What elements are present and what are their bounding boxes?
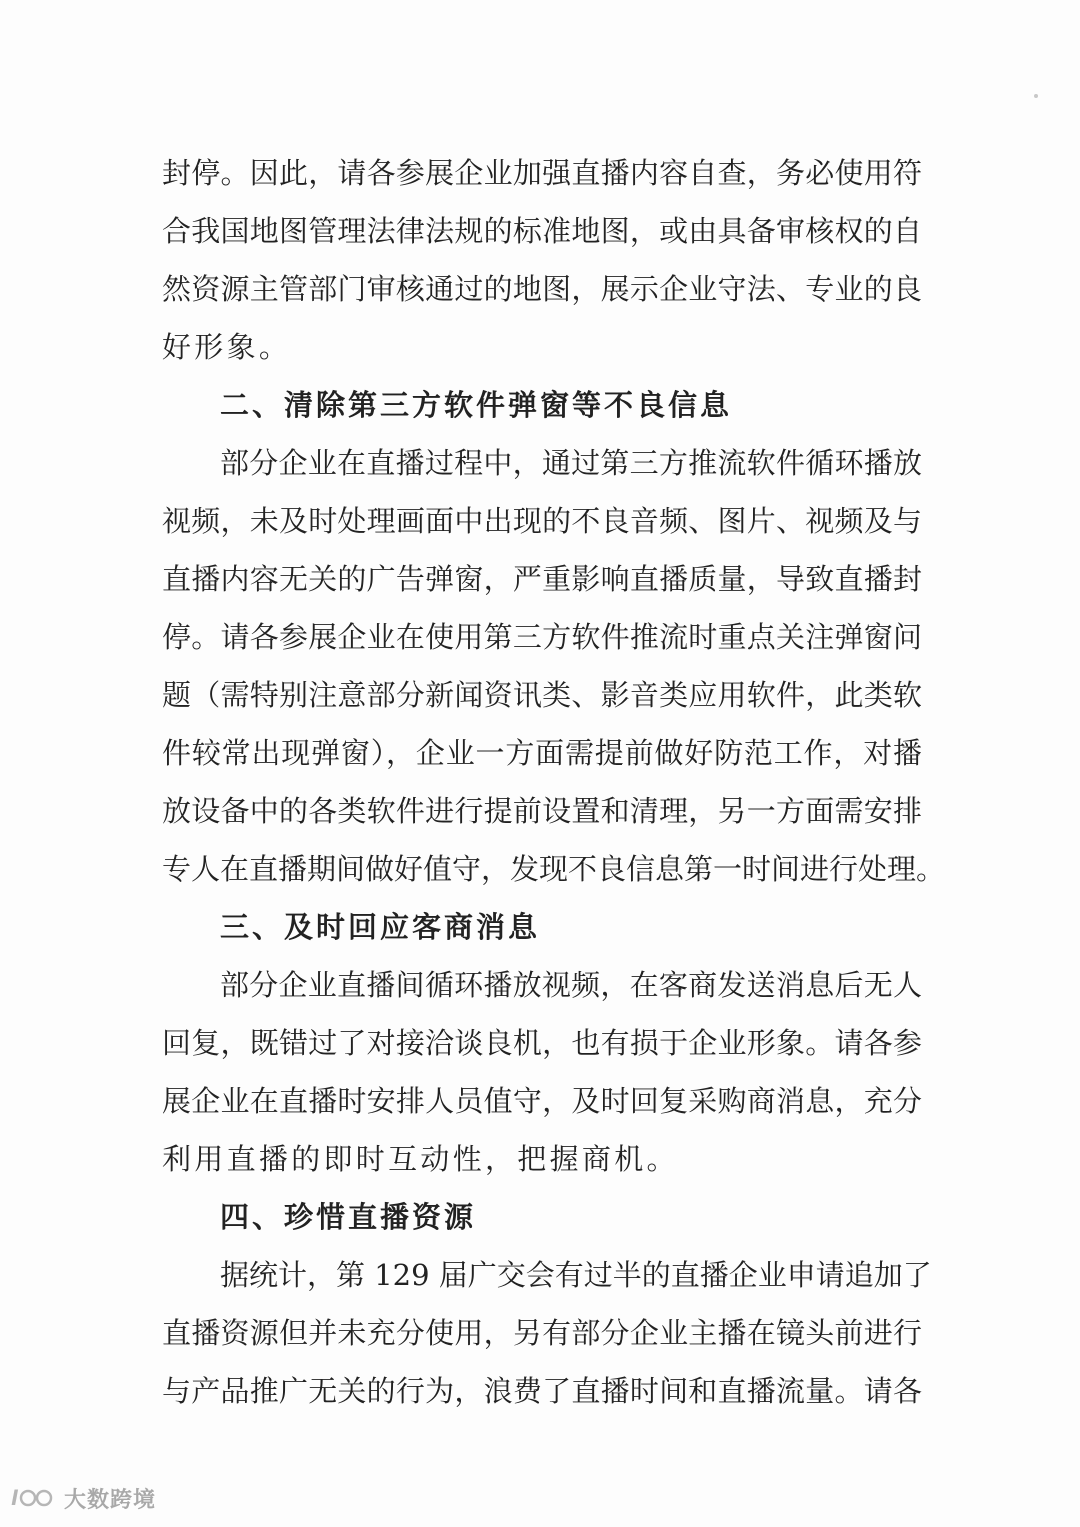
paragraph-line: 放设备中的各类软件进行提前设置和清理，另一方面需安排 (162, 794, 922, 828)
watermark-text: 大数跨境 (64, 1487, 157, 1513)
paragraph-line: 封停。因此，请各参展企业加强直播内容自查，务必使用符 (162, 156, 922, 190)
document-body (162, 144, 946, 1420)
paragraph-last-line: 利用直播的即时互动性，把握商机。 (162, 1142, 679, 1176)
paragraph-line: 回复，既错过了对接洽谈良机，也有损于企业形象。请各参 (162, 1026, 922, 1060)
section-heading: 四、珍惜直播资源 (220, 1200, 477, 1234)
paragraph-line: 专人在直播期间做好值守，发现不良信息第一时间进行处理。 (162, 852, 946, 886)
brand-logo-icon (10, 1483, 58, 1513)
paragraph-first-line: 部分企业直播间循环播放视频，在客商发送消息后无人 (220, 968, 922, 1002)
paragraph-line: 直播资源但并未充分使用，另有部分企业主播在镜头前进行 (162, 1316, 922, 1350)
section-heading: 二、清除第三方软件弹窗等不良信息 (220, 388, 733, 422)
paragraph-line: 与产品推广无关的行为，浪费了直播时间和直播流量。请各 (162, 1374, 922, 1408)
paragraph-line: 题（需特别注意部分新闻资讯类、影音类应用软件，此类软 (162, 678, 922, 712)
paragraph-last-line: 好形象。 (162, 330, 292, 364)
paragraph-line: 停。请各参展企业在使用第三方软件推流时重点关注弹窗问 (162, 620, 922, 654)
svg-text:l: l (11, 1486, 18, 1510)
paragraph-line: 合我国地图管理法律法规的标准地图，或由具备审核权的自 (162, 214, 922, 248)
section-heading: 三、及时回应客商消息 (220, 910, 541, 944)
scan-speck (1034, 94, 1038, 98)
paragraph-line: 视频，未及时处理画面中出现的不良音频、图片、视频及与 (162, 504, 922, 538)
paragraph-line: 然资源主管部门审核通过的地图，展示企业守法、专业的良 (162, 272, 922, 306)
paragraph-line: 直播内容无关的广告弹窗，严重影响直播质量，导致直播封 (162, 562, 922, 596)
paragraph-line: 展企业在直播时安排人员值守，及时回复采购商消息，充分 (162, 1084, 922, 1118)
watermark (10, 1478, 156, 1518)
paragraph-line: 件较常出现弹窗），企业一方面需提前做好防范工作，对播 (162, 736, 922, 770)
paragraph-first-line: 据统计，第 129 届广交会有过半的直播企业申请追加了 (220, 1258, 932, 1292)
paragraph-first-line: 部分企业在直播过程中，通过第三方推流软件循环播放 (220, 446, 922, 480)
